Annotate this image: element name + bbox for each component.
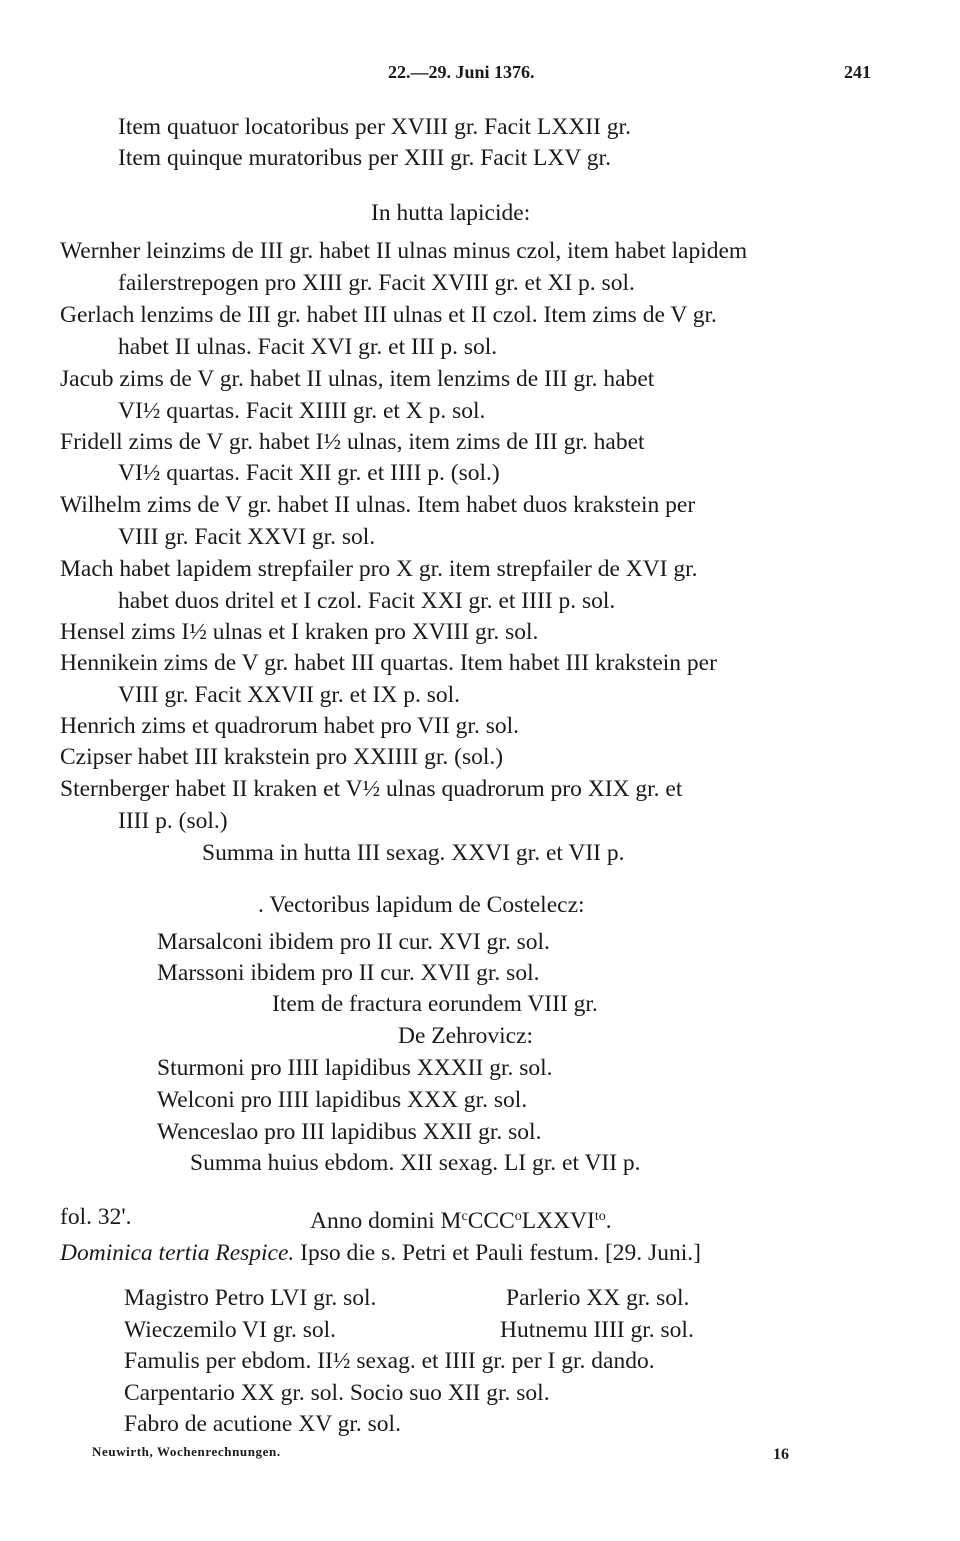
running-header <box>0 62 960 86</box>
entry-line: habet duos dritel et I czol. Facit XXI gr. et IIII p. sol. <box>118 588 616 614</box>
entry-line: Czipser habet III krakstein pro XXIIII gr. (sol.) <box>60 744 504 770</box>
entry-line: failerstrepogen pro XIII gr. Facit XVIII gr. et XI p. sol. <box>118 270 635 296</box>
payment-left: Wieczemilo VI gr. sol. <box>124 1317 337 1343</box>
entry-line: habet II ulnas. Facit XVI gr. et III p. sol. <box>118 334 498 360</box>
dominica-line <box>60 1238 701 1268</box>
footer-signature: 16 <box>773 1446 789 1463</box>
entry-line: Marsalconi ibidem pro II cur. XVI gr. sol. <box>157 929 550 955</box>
entry-line: Fridell zims de V gr. habet I½ ulnas, item zims de III gr. habet <box>60 429 645 455</box>
entry-line: Sternberger habet II kraken et V½ ulnas quadrorum pro XIX gr. et <box>60 776 683 802</box>
section-heading: . Vectoribus lapidum de Costelecz: <box>258 892 585 918</box>
entry-line: Gerlach lenzims de III gr. habet III ulnas et II czol. Item zims de V gr. <box>60 302 717 328</box>
entry-line: Fabro de acutione XV gr. sol. <box>124 1411 401 1437</box>
summa-line: Summa in hutta III sexag. XXVI gr. et VII p. <box>202 840 625 866</box>
payment-right: Hutnemu IIII gr. sol. <box>500 1317 694 1343</box>
entry-line: Welconi pro IIII lapidibus XXX gr. sol. <box>157 1087 528 1113</box>
dominica-rest: Ipso die s. Petri et Pauli festum. [29. Juni.] <box>294 1240 701 1266</box>
entry-line: Sturmoni pro IIII lapidibus XXXII gr. sol. <box>157 1055 553 1081</box>
section-heading: In hutta lapicide: <box>371 200 531 226</box>
page-number: 241 <box>844 62 871 82</box>
text-line: Item quatuor locatoribus per XVIII gr. Facit LXXII gr. <box>118 114 631 140</box>
entry-line: VIII gr. Facit XXVI gr. sol. <box>118 524 376 550</box>
entry-line: Famulis per ebdom. II½ sexag. et IIII gr. per I gr. dando. <box>124 1348 655 1374</box>
entry-line: VIII gr. Facit XXVII gr. et IX p. sol. <box>118 682 460 708</box>
folio-label: fol. 32'. <box>60 1204 132 1230</box>
payment-right: Parlerio XX gr. sol. <box>506 1285 690 1311</box>
entry-line: Henrich zims et quadrorum habet pro VII gr. sol. <box>60 713 520 739</box>
entry-line: Carpentario XX gr. sol. Socio suo XII gr. sol. <box>124 1380 550 1406</box>
entry-line: Marssoni ibidem pro II cur. XVII gr. sol. <box>157 960 540 986</box>
entry-line: Hensel zims I½ ulnas et I kraken pro XVIII gr. sol. <box>60 619 539 645</box>
text-line: Item quinque muratoribus per XIII gr. Facit LXV gr. <box>118 145 611 171</box>
entry-line: Wenceslao pro III lapidibus XXII gr. sol. <box>157 1119 542 1145</box>
dominica-italic: Dominica tertia Respice. <box>60 1240 295 1266</box>
footer-source: Neuwirth, Wochenrechnungen. <box>92 1444 281 1459</box>
entry-line: Wilhelm zims de V gr. habet II ulnas. Item habet duos krakstein per <box>60 492 696 518</box>
section-heading: De Zehrovicz: <box>398 1023 534 1049</box>
entry-line: VI½ quartas. Facit XII gr. et IIII p. (sol.) <box>118 460 500 486</box>
entry-line: VI½ quartas. Facit XIIII gr. et X p. sol. <box>118 398 486 424</box>
header-date: 22.—29. Juni 1376. <box>388 62 535 82</box>
entry-line: IIII p. (sol.) <box>118 808 228 834</box>
entry-line: Jacub zims de V gr. habet II ulnas, item lenzims de III gr. habet <box>60 366 655 392</box>
entry-line: Hennikein zims de V gr. habet III quartas. Item habet III krakstein per <box>60 650 717 676</box>
entry-line: Item de fractura eorundem VIII gr. <box>272 991 598 1017</box>
entry-line: Wernher leinzims de III gr. habet II ulnas minus czol, item habet lapidem <box>60 238 748 264</box>
anno-line: Anno domini $M^cCCC^oLXXVI^{to}$. <box>310 1208 612 1234</box>
payment-left: Magistro Petro LVI gr. sol. <box>124 1285 377 1311</box>
summa-line: Summa huius ebdom. XII sexag. LI gr. et VII p. <box>190 1150 641 1176</box>
entry-line: Mach habet lapidem strepfailer pro X gr. item strepfailer de XVI gr. <box>60 556 698 582</box>
